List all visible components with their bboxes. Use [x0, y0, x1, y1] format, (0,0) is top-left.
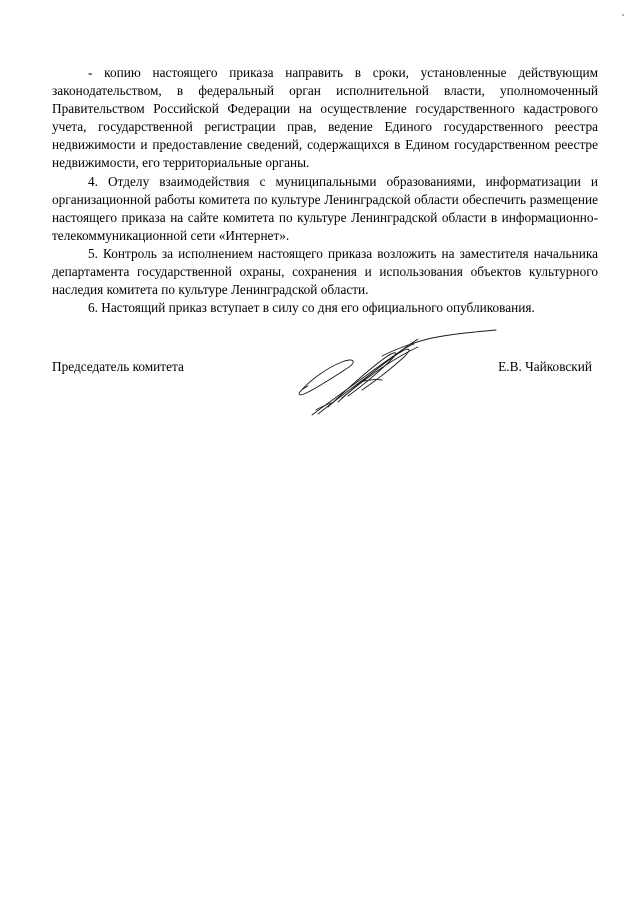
paragraph-registry-copy: - копию настоящего приказа направить в сроки, установленные действующим законодательством, в федеральный орган исполнительной власти, уполномоченный Правительством Российской Федерации на осуществление государственного кадастрового учета, государственной регистрации прав, ведение Единого государственного реестра недвижимости и предоставление сведений, содержащихся в Едином государственном реестре недвижимости, его территориальные органы. — [52, 65, 598, 171]
signer-name: Е.В. Чайковский — [498, 359, 592, 374]
scan-speck — [622, 14, 624, 16]
handwritten-signature — [282, 322, 502, 422]
paragraph-item-4: 4. Отделу взаимодействия с муниципальными образованиями, информатизации и организационной работы комитета по культуре Ленинградской области обеспечить размещение настоящего приказа на сайте комитета по культуре Ленинградской области в информационно-телекоммуникационной сети «Интернет». — [52, 173, 598, 243]
signer-position-title: Председатель комитета — [52, 359, 184, 374]
document-body — [52, 64, 598, 317]
paragraph-item-5: 5. Контроль за исполнением настоящего приказа возложить на заместителя начальника департамента государственной охраны, сохранения и использования объектов культурного наследия комитета по культуре Ленинградской области. — [52, 245, 598, 298]
paragraph-item-6: 6. Настоящий приказ вступает в силу со дня его официального опубликования. — [88, 300, 535, 316]
